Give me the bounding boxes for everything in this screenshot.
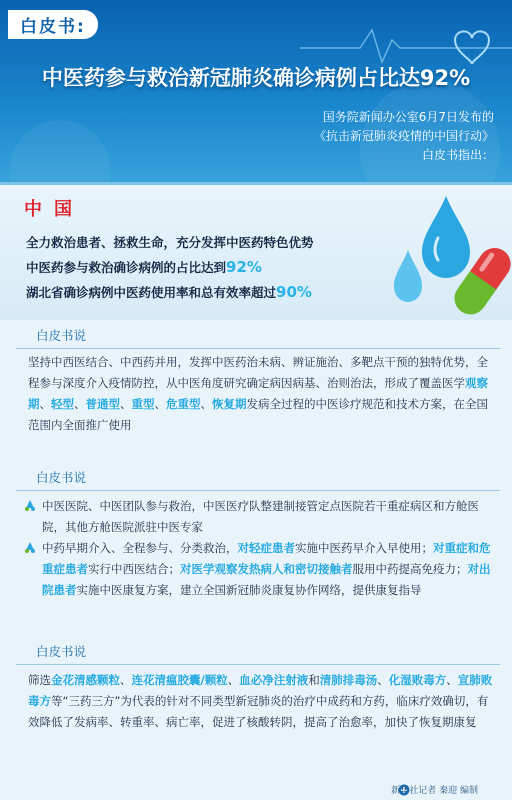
whitepaper-tag: 白皮书: [8, 10, 98, 39]
section-title: 白皮书说 [36, 470, 87, 485]
credit-line: 新华社记者 秦迎 编制 [391, 786, 478, 796]
section-2-text [28, 496, 498, 601]
medicine-illustration [390, 190, 512, 320]
section-2 [0, 462, 512, 642]
intro-line: 《抗击新冠肺炎疫情的中国行动》 [313, 129, 494, 143]
section-1-text: 坚持中西医结合、中西药并用，发挥中医药治未病、辨证施治、多靶点干预的独特优势，全程参与深度介入疫情防控，从中医角度研究确定病因病基、治则治法，形成了覆盖医学观察期、轻型、普通型、重型、危重型、恢复期发病全过程的中医诊疗规范和技术方案，在全国范围内全面推广使用 [28, 355, 488, 432]
key-point-1: 全力救治患者、拯救生命，充分发挥中医药特色优势 [26, 235, 314, 250]
section-title: 白皮书说 [36, 644, 87, 659]
key-points [26, 231, 426, 305]
water-drop-icon [394, 250, 422, 302]
intro-line: 国务院新闻办公室6月7日发布的 [322, 110, 494, 124]
intro-line: 白皮书指出： [421, 148, 494, 162]
stat-92: 92% [226, 258, 262, 276]
key-point-3: 湖北省确诊病例中医药使用率和总有效率超过90% [26, 283, 312, 301]
section-header [16, 642, 500, 665]
bullet-item: 中医医院、中医团队参与救治，中医医疗队整建制接管定点医院若干重症病区和方舱医院，其他方舱医院派驻中医专家 [28, 496, 498, 538]
main-title: 中医药参与救治新冠肺炎确诊病例占比达92% [41, 66, 471, 90]
header-banner [0, 0, 512, 190]
key-point-2: 中医药参与救治确诊病例的占比达到92% [26, 258, 262, 276]
bullet-icon [24, 499, 36, 511]
bullet-icon [24, 541, 36, 553]
section-3 [0, 642, 512, 800]
stat-90: 90% [276, 283, 312, 301]
section-header [16, 468, 500, 491]
section-header [16, 326, 500, 349]
intro-text [314, 108, 494, 165]
section-title: 白皮书说 [36, 328, 87, 343]
section-3-text: 筛选金花清感颗粒、连花清瘟胶囊/颗粒、血必净注射液和清肺排毒汤、化湿败毒方、宣肺败毒方等“三药三方”为代表的针对不同类型新冠肺炎的治疗中成药和方药，临床疗效确切，有效降低了发病率、转重率、病亡率，促进了核酸转阴，提高了治愈率，加快了恢复期康复 [28, 673, 493, 729]
section-1 [0, 320, 512, 462]
china-label: 中国 [24, 199, 84, 220]
water-drop-icon [422, 196, 470, 278]
bullet-item: 中药早期介入、全程参与、分类救治，对轻症患者实施中医药早介入早使用；对重症和危重症患者实行中西医结合；对医学观察发热病人和密切接触者服用中药提高免疫力；对出院患者实施中医康复方案，建立全国新冠肺炎康复协作网络，提供康复指导 [28, 538, 498, 601]
